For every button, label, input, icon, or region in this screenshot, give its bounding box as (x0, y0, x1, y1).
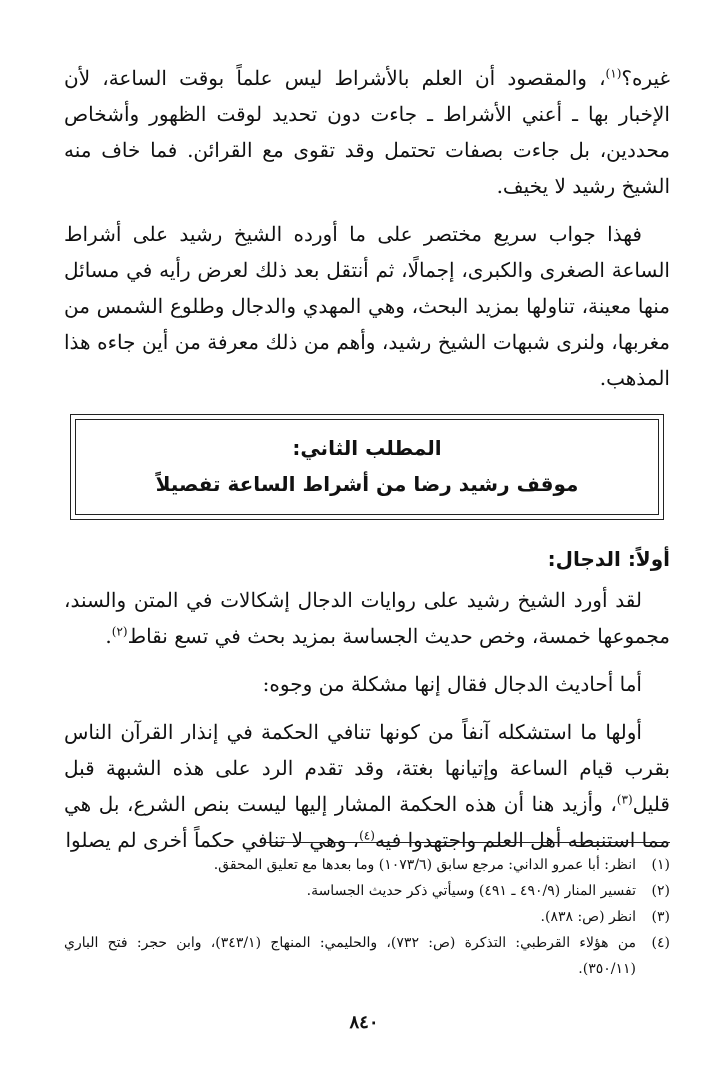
section-title-box (70, 414, 664, 520)
paragraph-3: لقد أورد الشيخ رشيد على روايات الدجال إشكالات في المتن والسند، مجموعها خمسة، وخص حديث الجساسة بمزيد بحث في تسع نقاط$^{(٢)}$. (64, 588, 670, 648)
footnote-text: انظر (ص: ٨٣٨). (540, 909, 636, 925)
section-title: موقف رشيد رضا من أشراط الساعة تفصيلاً (155, 472, 579, 496)
paragraph-5: أولها ما استشكله آنفاً من كونها تنافي الحكمة في إنذار القرآن الناس بقرب قيام الساعة وإتيانها بغتة، وقد تقدم الرد على هذه الشبهة قبل قليل$^{(٣)}$، وأزيد هنا أن هذه الحكمة المشار إليها ليست بنص الشرع، بل هي مما استنبطه أهل العلم واجتهدوا فيه$^{(٤)}$، وهي لا تنافي حكماً أخرى لم يصلوا (64, 720, 670, 852)
footnote-text: انظر: أبا عمرو الداني: مرجع سابق (١٠٧٣/٦) وما بعدها مع تعليق المحقق. (213, 857, 636, 873)
footnote-ref-3[interactable]: (٣) (616, 792, 633, 807)
footnote-ref-1[interactable]: (١) (605, 66, 622, 81)
footnote-number: (٤) (651, 935, 670, 951)
paragraph-4: أما أحاديث الدجال فقال إنها مشكلة من وجوه: (262, 672, 642, 696)
footnote-text: من هؤلاء القرطبي: التذكرة (ص: ٧٣٢)، والحليمي: المنهاج (٣٤٣/١)، وابن حجر: فتح الباري (٣٥٠/١١). (64, 935, 636, 977)
footnote-ref-2[interactable]: (٢) (111, 624, 128, 639)
footnote-divider (260, 842, 670, 843)
paragraph-1: غيره؟$^{(١)}$، والمقصود أن العلم بالأشراط ليس علماً بوقت الساعة، لأن الإخبار بها ـ أعني الأشراط ـ جاءت دون تحديد لوقت الظهور وأشخاص محددين، بل جاءت بصفات تحتمل وقد تقوى مع القرائن. فما خاف منه الشيخ رشيد لا يخيف. (64, 66, 670, 198)
section-label: المطلب الثاني: (292, 436, 442, 460)
footnote-1 (64, 852, 670, 878)
footnote-number: (١) (651, 857, 670, 873)
footnote-2 (64, 878, 670, 904)
main-text (64, 60, 670, 870)
footnote-text: تفسير المنار (٤٩٠/٩ ـ ٤٩١) وسيأتي ذكر حديث الجساسة. (306, 883, 636, 899)
subheading-dajjal: أولاً: الدجال: (547, 547, 670, 571)
footnote-number: (٢) (651, 883, 670, 899)
footnotes (64, 852, 670, 982)
footnote-4 (64, 930, 670, 982)
page-number: ٨٤٠ (349, 1012, 379, 1033)
footnote-ref-4[interactable]: (٤) (359, 828, 375, 843)
footnote-number: (٣) (651, 909, 670, 925)
paragraph-2: فهذا جواب سريع مختصر على ما أورده الشيخ رشيد على أشراط الساعة الصغرى والكبرى، إجمالًا، ثم أنتقل بعد ذلك لعرض رأيه في مسائل منها معينة، تناولها بمزيد البحث، وهي المهدي والدجال وطلوع الشمس من مغربها، ولنرى شبهات الشيخ رشيد، وأهم من ذلك معرفة من أين جاءه هذا المذهب. (64, 222, 670, 390)
footnote-3 (64, 904, 670, 930)
